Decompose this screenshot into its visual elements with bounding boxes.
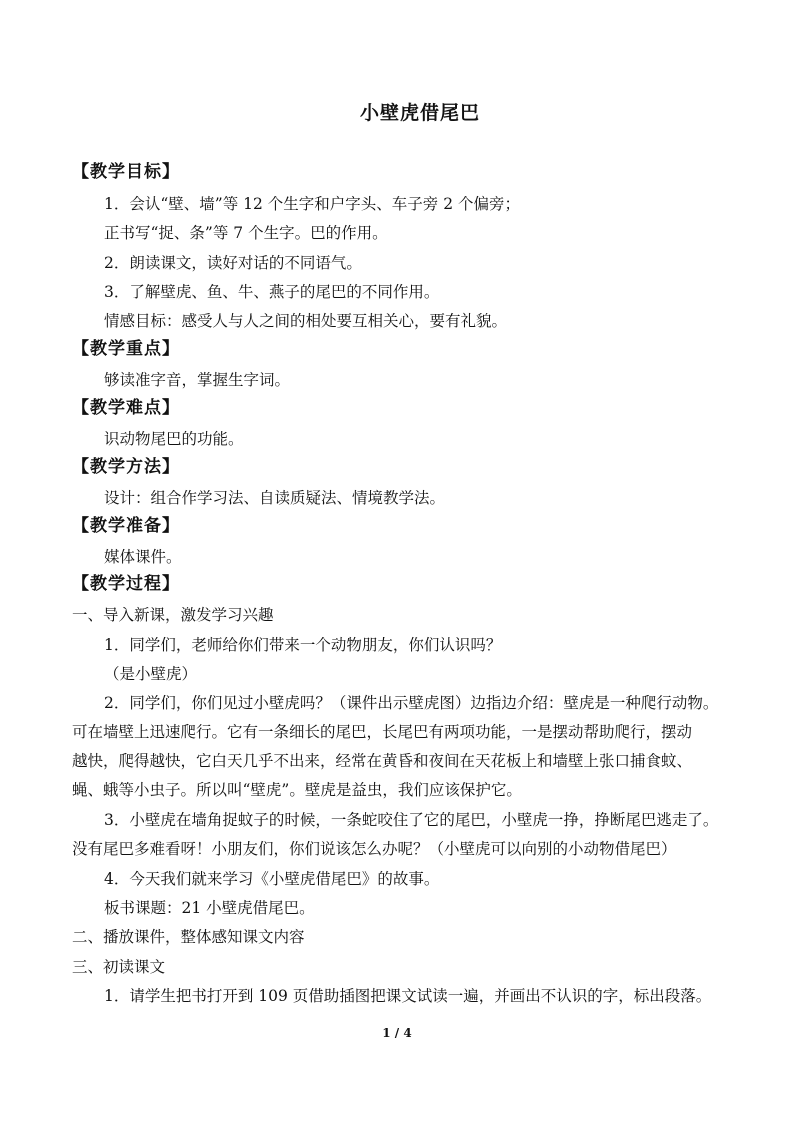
process-line: 4．今天我们就来学习《小壁虎借尾巴》的故事。 xyxy=(104,870,440,888)
section-heading-preparation: 【教学准备】 xyxy=(72,516,180,536)
document-title: 小壁虎借尾巴 xyxy=(359,102,480,124)
process-line: 1．同学们，老师给你们带来一个动物朋友，你们认识吗？ xyxy=(104,636,502,654)
goal-line: 2．朗读课文，读好对话的不同语气。 xyxy=(104,254,362,272)
preparation-text: 媒体课件。 xyxy=(104,548,182,566)
process-subheading: 三、初读课文 xyxy=(72,958,166,976)
section-heading-process: 【教学过程】 xyxy=(72,574,180,594)
process-line: 蝇、蛾等小虫子。所以叫“壁虎”。壁虎是益虫，我们应该保护它。 xyxy=(72,781,522,799)
process-line: 板书课题：21 小壁虎借尾巴。 xyxy=(104,899,315,917)
process-line: 3．小壁虎在墙角捉蚊子的时候，一条蛇咬住了它的尾巴，小壁虎一挣，挣断尾巴逃走了。 xyxy=(104,811,719,829)
key-points-text: 够读准字音，掌握生字词。 xyxy=(104,371,291,389)
process-line: 2．同学们，你们见过小壁虎吗？（课件出示壁虎图）边指边介绍：壁虎是一种爬行动物。 xyxy=(104,694,719,712)
goal-line: 1．会认“壁、墙”等 12 个生字和户字头、车子旁 2 个偏旁； xyxy=(104,195,521,213)
goal-line: 3．了解壁虎、鱼、牛、燕子的尾巴的不同作用。 xyxy=(104,283,440,301)
goal-line: 正书写“捉、条”等 7 个生字。巴的作用。 xyxy=(104,224,388,242)
goal-line: 情感目标：感受人与人之间的相处要互相关心，要有礼貌。 xyxy=(104,312,508,330)
process-subheading: 一、导入新课，激发学习兴趣 xyxy=(72,606,274,624)
process-line: 1．请学生把书打开到 109 页借助插图把课文试读一遍，并画出不认识的字，标出段落。 xyxy=(104,987,712,1005)
page-number: 1 / 4 xyxy=(382,1026,412,1040)
process-line: 越快，爬得越快，它白天几乎不出来，经常在黄昏和夜间在天花板上和墙壁上张口捕食蚊、 xyxy=(72,752,693,770)
section-heading-key-points: 【教学重点】 xyxy=(72,339,180,359)
difficulties-text: 识动物尾巴的功能。 xyxy=(104,430,244,448)
process-subheading: 二、播放课件，整体感知课文内容 xyxy=(72,928,305,946)
section-heading-methods: 【教学方法】 xyxy=(72,457,180,477)
process-line: 可在墙壁上迅速爬行。它有一条细长的尾巴，长尾巴有两项功能，一是摆动帮助爬行，摆动 xyxy=(72,723,693,741)
process-line: 没有尾巴多难看呀！小朋友们，你们说该怎么办呢？（小壁虎可以向别的小动物借尾巴） xyxy=(72,840,677,858)
section-heading-difficulties: 【教学难点】 xyxy=(72,398,180,418)
section-heading-goals: 【教学目标】 xyxy=(72,162,180,182)
process-line: （是小壁虎） xyxy=(104,665,198,683)
methods-text: 设计：组合作学习法、自读质疑法、情境教学法。 xyxy=(104,489,446,507)
